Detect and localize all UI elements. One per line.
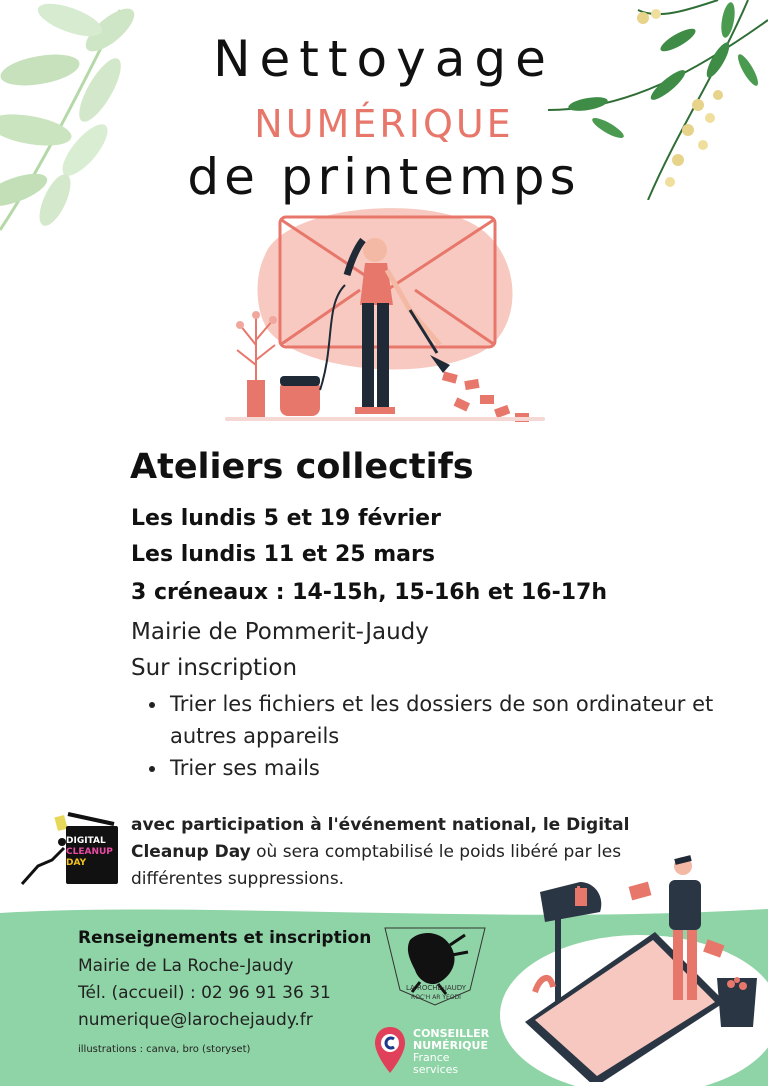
workshops-heading: Ateliers collectifs — [130, 447, 474, 487]
roche-logo-subtext: ROC'H AR YEODI — [411, 994, 461, 1001]
list-item: • Trier les fichiers et les dossiers de son ordinateur et autres appareils — [168, 688, 748, 752]
date-line-1: Les lundis 5 et 19 février — [131, 506, 441, 531]
roche-logo-text: LA ROCHE-JAUDY — [405, 984, 467, 992]
phone-mailbox-illustration — [505, 852, 768, 1082]
logo-text-day: DAY — [66, 858, 87, 868]
title-line-2: NUMÉRIQUE — [254, 102, 514, 146]
location-pin-icon — [373, 1025, 407, 1075]
slots-line: 3 créneaux : 14-15h, 15-16h et 16-17h — [131, 580, 608, 605]
event-bold-text: avec participation à l'événement national, le Digital Cleanup Day — [131, 815, 630, 862]
conseiller-text-2: NUMÉRIQUE — [413, 1039, 488, 1052]
footer-email[interactable]: numerique@larochejaudy.fr — [78, 1010, 313, 1030]
registration-line: Sur inscription — [131, 655, 298, 681]
logo-text-digital: DIGITAL — [66, 836, 106, 846]
location-line: Mairie de Pommerit-Jaudy — [131, 619, 429, 645]
title-line-3: de printemps — [187, 148, 581, 206]
title-line-1: Nettoyage — [213, 30, 555, 88]
logo-text-cleanup: CLEANUP — [66, 847, 113, 857]
illustration-credits: illustrations : canva, bro (storyset) — [78, 1044, 251, 1055]
conseiller-text-4: services — [413, 1063, 459, 1076]
list-item: • Trier ses mails — [168, 752, 748, 784]
conseiller-text-1: CONSEILLER — [413, 1027, 490, 1040]
date-line-2: Les lundis 11 et 25 mars — [131, 542, 435, 567]
task-list — [148, 688, 748, 784]
footer-title: Renseignements et inscription — [78, 928, 372, 948]
event-rest-text: où sera comptabilisé le poids libéré par les différentes suppressions. — [131, 842, 622, 889]
footer-address: Mairie de La Roche-Jaudy — [78, 956, 294, 976]
footer-phone: Tél. (accueil) : 02 96 91 36 31 — [78, 983, 331, 1003]
conseiller-text-3: France — [413, 1051, 450, 1064]
cleaning-woman-illustration — [225, 195, 545, 425]
